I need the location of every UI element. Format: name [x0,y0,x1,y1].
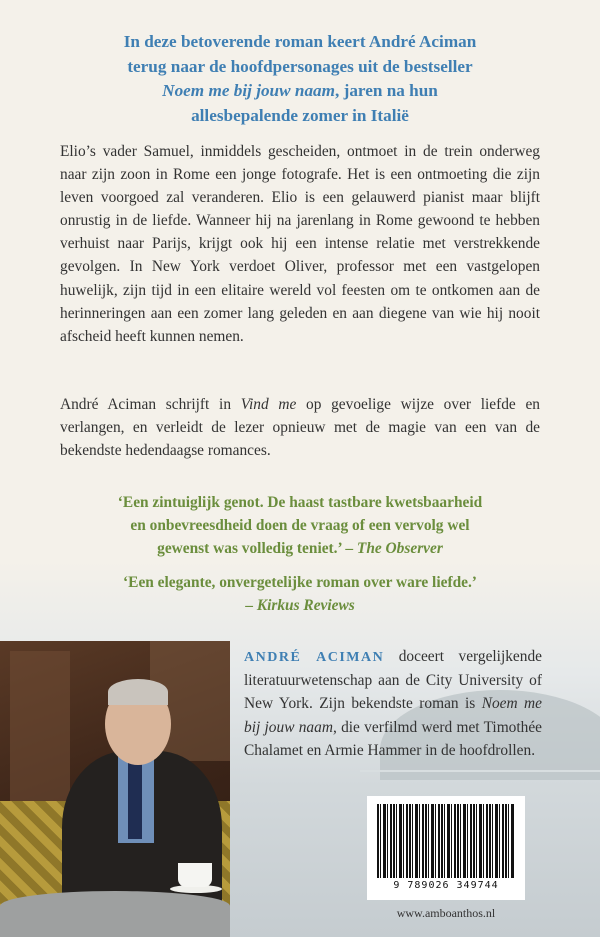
intro-line-3 [60,79,540,104]
quote2-dash: – [245,597,253,614]
bio-book-title: Noem me bij jouw naam [244,695,542,736]
quote2-source: Kirkus Reviews [256,597,355,614]
photo-table [0,891,230,937]
intro-line-3-rest: , jaren na hun [335,81,438,100]
isbn-number: 9 789026 349744 [393,880,499,891]
photo-cup [178,863,212,887]
quote1-source: The Observer [356,540,443,557]
intro-line-2: terug naar de hoofdpersonages uit de bestseller [127,56,473,76]
author-name: ANDRÉ ACIMAN [244,650,385,665]
barcode [367,796,525,900]
synopsis-paragraph: Elio’s vader Samuel, inmiddels gescheiden, ontmoet in de trein onderweg naar zijn zoon in Rome een jonge fotografe. Het is een ontmoeting die zijn leven voorgoed zal veranderen. Elio is een gelauwerd pianist maar blijft onrustig in de liefde. Wanneer hij na jarenlang in Rome gewoond te hebben verhuist naar Parijs, krijgt ook hij een intense relatie met verstrekkende gevolgen. In New York verdoet Oliver, professor met een vastgelopen huwelijk, zijn tijd in een elitaire wereld vol feesten om te ontkomen aan de herinneringen aan een zomer lang geleden en aan diegene van wie hij nooit afscheid heeft kunnen nemen. [60,143,540,345]
intro-line-4: allesbepalende zomer in Italië [191,105,409,125]
quote2-line-2 [60,594,540,617]
intro-line-1: In deze betoverende roman keert André Aciman [123,32,477,51]
author-bio [244,645,542,762]
photo-hair [108,679,168,705]
quote1-line-2: en onbevreesdheid doen de vraag of een vervolg wel [130,517,470,534]
p2-after: op gevoelige wijze over liefde en verlangen, en verleidt de lezer opnieuw met de magie van een van de bekendste hedendaagse romances. [60,396,541,460]
review-quote-observer [60,491,540,560]
book-title: Vind me [240,396,297,413]
photo-wall-panel [10,651,70,801]
publisher-website: www.amboanthos.nl [396,906,496,920]
intro-blurb [60,30,540,128]
author-summary-paragraph [60,393,540,462]
p2-before: André Aciman schrijft in [60,396,241,413]
author-photo [0,641,230,937]
photo-tie [128,759,142,839]
quote2-line-1: ‘Een elegante, onvergetelijke roman over ware liefde.’ [123,574,477,591]
book-title-previous: Noem me bij jouw naam [162,81,335,100]
bio-text-1: doceert vergelijkende literatuurwetenschap aan de City University of New York. Zijn bekendste roman is [244,648,542,713]
water-line [360,770,600,772]
quote1-line-1: ‘Een zintuiglijk genot. De haast tastbare kwetsbaarheid [117,494,483,511]
bio-text-2: , die verfilmd werd met Timothée Chalamet en Armie Hammer in de hoofdrollen. [244,718,543,759]
quote1-line-3-text: gewenst was volledig teniet.’ – [157,540,354,557]
quote1-line-3 [60,537,540,560]
review-quote-kirkus [60,571,540,617]
barcode-bars [377,804,515,878]
